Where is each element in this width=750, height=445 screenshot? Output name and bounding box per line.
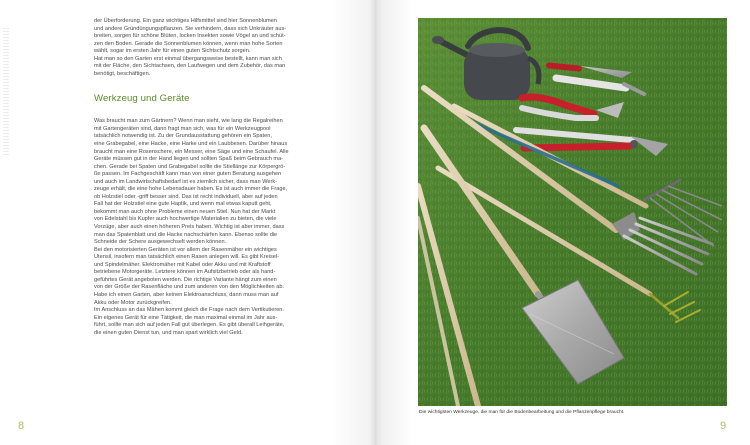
- text-line: Habe ich einen Garten, aber keinen Elektroanschluss, dann muss man auf: [94, 291, 279, 298]
- text-line: Akku oder Motor zurückgreifen.: [94, 299, 172, 306]
- text-line: von Edelstahl bis Kupfer auch hochwertige Materialien zu bieten, die viele: [94, 216, 277, 223]
- text-line: Hat man so den Garten erst einmal übergangsweise bestellt, kann man sich: [94, 55, 282, 62]
- garden-tools-illustration: [418, 18, 727, 406]
- text-line: ße passen. Im Fachgeschäft kann man von einer guten Beratung ausgehen: [94, 171, 282, 178]
- text-line: Bei den motorisierten Geräten ist vor allem der Rasenmäher ein wichtiges: [94, 246, 277, 253]
- text-line: zeuge erhält, die eine hohe Lebensdauer haben. Es ist auch immer die Frage,: [94, 186, 288, 193]
- text-line: und andere Gründüngungspflanzen. Sie verhindern, dass sich Unkräuter aus-: [94, 25, 287, 32]
- text-line: geführtes Gerät angeboten werden. Die richtige Variante hängt zum einen: [94, 276, 277, 283]
- text-line: betriebene Motorgeräte. Letztere können im Aufsitzbetrieb oder als hand-: [94, 269, 276, 276]
- text-line: Vorzüge, aber auch einen höheren Preis haben. Wichtig ist aber immer, dass: [94, 224, 285, 231]
- text-line: von der Größe der Rasenfläche und zum anderen von den Möglichkeiten ab.: [94, 284, 284, 291]
- page-number-left: 8: [18, 420, 25, 432]
- section-heading: Werkzeug und Geräte: [94, 93, 190, 105]
- text-line: der Überforderung. Ein ganz wichtiges Hilfsmittel sind hier Sonnenblumen: [94, 18, 277, 24]
- photo-caption: Die wichtigsten Werkzeuge, die man für die Bodenbearbeitung und die Pflanzenpflege braucht.: [419, 410, 625, 415]
- text-line: ob Holzstiel oder -griff besser sind. Das ist recht individuell, aber auf jeden: [94, 193, 278, 200]
- text-line: breiten, sorgen für schöne Blüten, locken Insekten sowie Vögel an und schüt-: [94, 33, 286, 40]
- text-line: man das Spatenblatt und die Hacke nachschärfen kann. Ebenso sollte die: [94, 231, 278, 238]
- text-line: führt, sollte man sich auf jeden Fall gut überlegen. Es gibt überall Leihgeräte,: [94, 322, 285, 329]
- text-line: mit Gartengeräten sind, dann fragt man sich, was für ein Werkzeugpool: [94, 125, 271, 132]
- text-column: [94, 18, 337, 337]
- text-line: Schneide der Schere ausgewechselt werden können.: [94, 239, 227, 246]
- text-line: Utensil, insofern man tatsächlich einen Rasen anlegen will. Es gibt Kreisel-: [94, 254, 279, 261]
- text-line: braucht man eine Rosenschere, ein Messer, eine Säge und eine Schaufel. Alle: [94, 148, 289, 155]
- text-line: Ein eigenes Gerät für eine Tätigkeit, die man maximal einmal im Jahr aus-: [94, 314, 278, 321]
- text-line: mit der Fläche, den Sichtachsen, den Laufwegen und dem Zubehör, das man: [94, 63, 286, 70]
- text-line: eine Grabegabel, eine Hacke, eine Harke und ein Laubbesen. Darüber hinaus: [94, 141, 288, 148]
- gutter-shadow: [369, 0, 383, 445]
- text-line: benötigt, beschäftigen.: [94, 70, 151, 77]
- text-line: Fall hat der Holzstiel eine gute Haptik, und wenn mal etwas kaputt geht,: [94, 201, 272, 208]
- text-line: und auch im Landwirtschaftsbedarf ist es ziemlich sicher, dass man Werk-: [94, 178, 278, 185]
- margin-text-strip: [3, 28, 9, 156]
- text-line: die einen guten Dienst tun, und man spart wirklich viel Geld.: [94, 329, 243, 336]
- text-line: und Spindelmäher. Elektromäher mit Kabel oder Akku und mit Kraftstoff: [94, 261, 271, 268]
- text-line: Was braucht man zum Gärtnern? Wenn man sieht, wie lang die Regalreihen: [94, 118, 283, 125]
- text-line: chen. Gerade bei Spaten und Grabegabel sollte die Stiellänge zur Körpergrö-: [94, 163, 286, 170]
- text-line: Geräte müssen gut in der Hand liegen und sollten Spaß beim Gebrauch ma-: [94, 156, 284, 163]
- text-line: bekommt man auch ohne Probleme einen neuen Stiel. Nun hat der Markt: [94, 208, 276, 215]
- text-line: wählt, sogar im ersten Jahr für einen guten Sichtschutz sorgen.: [94, 48, 251, 55]
- garden-tools-photo: [418, 18, 727, 406]
- text-line: Im Anschluss an das Mähen kommt gleich die Frage nach dem Vertikutieren.: [94, 307, 284, 314]
- page-number-right: 9: [720, 420, 727, 432]
- text-line: tatsächlich notwendig ist. Zu der Grundausstattung gehören ein Spaten,: [94, 133, 272, 140]
- text-line: zen den Boden. Gerade die Sonnenblumen können, wenn man hohe Sorten: [94, 40, 283, 47]
